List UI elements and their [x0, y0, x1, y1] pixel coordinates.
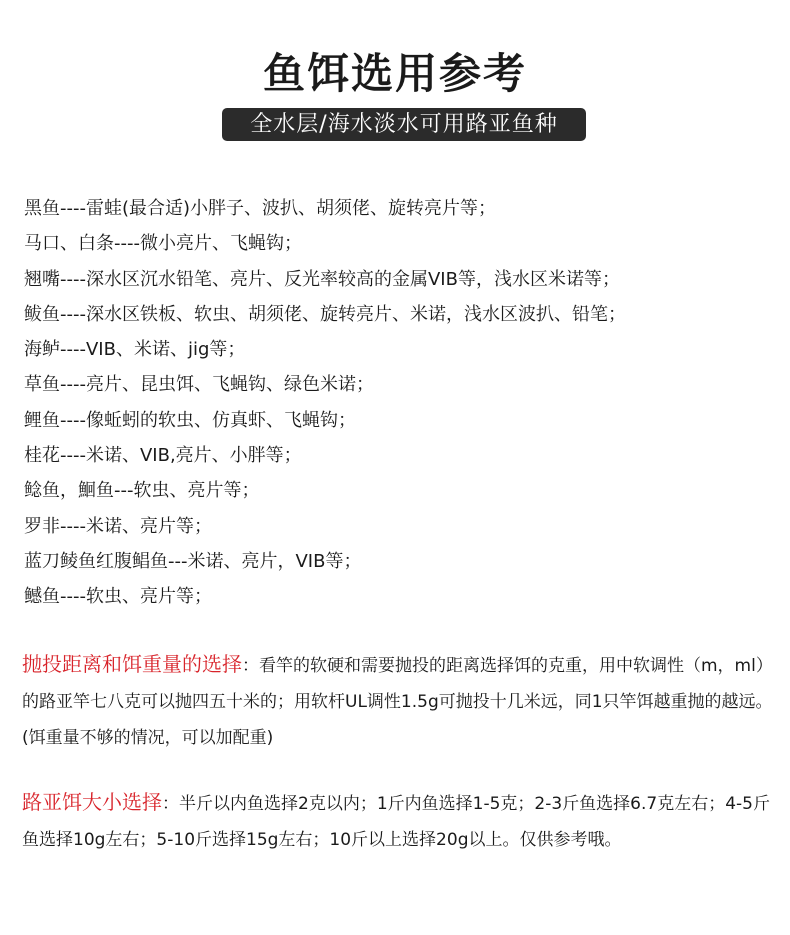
list-item: 鲤鱼----像蚯蚓的软虫、仿真虾、飞蝇钩； — [24, 409, 356, 431]
list-item: 马口、白条----微小亮片、飞蝇钩； — [24, 233, 302, 255]
list-item: 鲅鱼----深水区铁板、软虫、胡须佬、旋转亮片、米诺，浅水区波扒、铅笔； — [24, 303, 626, 325]
casting-distance-body: ：看竿的软硬和需要抛投的距离选择饵的克重，用中软调性（m，ml）的路亚竿七八克可以抛四五十米的；用软杆UL调性1.5g可抛投十几米远，同1只竿饵越重抛的越远。(饵重量不够的情况，可以加配重) — [22, 656, 773, 748]
list-item: 海鲈----VIB、米诺、jig等； — [24, 339, 246, 361]
lure-size-heading: 路亚饵大小选择 — [22, 790, 162, 814]
list-item: 翘嘴----深水区沉水铅笔、亮片、反光率较高的金属VIB等，浅水区米诺等； — [24, 268, 620, 290]
fish-lure-list — [24, 191, 784, 615]
list-item: 蓝刀鲮鱼红腹鲳鱼---米诺、亮片，VIB等； — [24, 550, 362, 572]
list-item: 鲶鱼，鮰鱼---软虫、亮片等； — [24, 480, 260, 502]
list-item: 黑鱼----雷蛙(最合适)小胖子、波扒、胡须佬、旋转亮片等； — [24, 198, 497, 219]
lure-size-body: ：半斤以内鱼选择2克以内；1斤内鱼选择1-5克；2-3斤鱼选择6.7克左右；4-5斤鱼选择10g左右；5-10斤选择15g左右；10斤以上选择20g以上。仅供参考哦。 — [22, 794, 770, 850]
list-item: 草鱼----亮片、昆虫饵、飞蝇钩、绿色米诺； — [24, 374, 374, 396]
casting-distance-heading: 抛投距离和饵重量的选择 — [22, 652, 242, 676]
page-title: 鱼饵选用参考 — [262, 49, 527, 98]
list-item: 罗非----米诺、亮片等； — [24, 515, 212, 537]
casting-distance-paragraph — [22, 646, 774, 756]
lure-size-paragraph — [22, 784, 774, 858]
subtitle-banner: 全水层/海水淡水可用路亚鱼种 — [222, 108, 586, 141]
list-item: 桂花----米诺、VIB,亮片、小胖等； — [24, 445, 302, 467]
list-item: 鳡鱼----软虫、亮片等； — [24, 586, 212, 608]
